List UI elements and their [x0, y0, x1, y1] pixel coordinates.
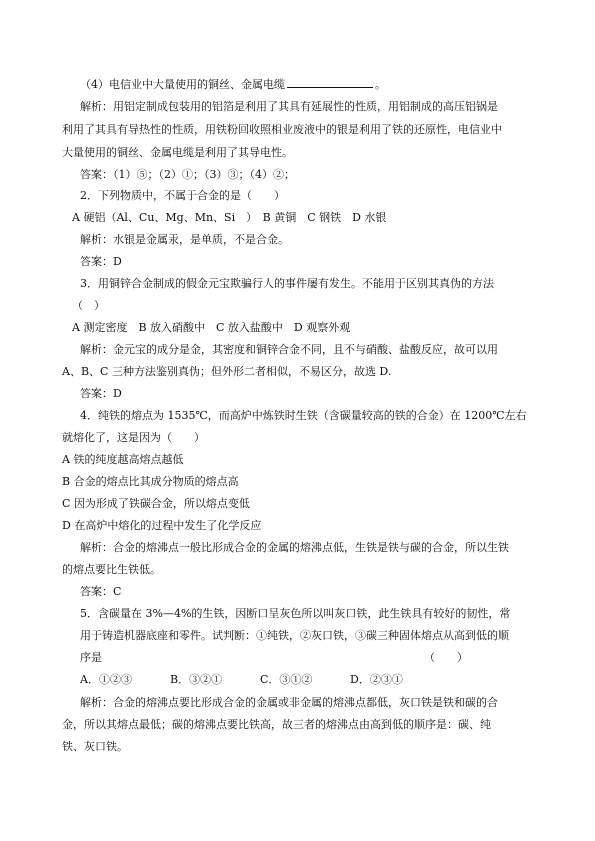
q5-question-line3: 序是 — [80, 651, 102, 664]
q4-question-line2: 就熔化了，这是因为（ ） — [62, 431, 205, 444]
q5-analysis-line2: 金，所以其熔点最低；碳的熔沸点要比铁高，故三者的熔沸点由高到低的顺序是：碳、纯 — [62, 718, 491, 731]
q3-analysis-line2: A、B、C 三种方法鉴别真伪；但外形二者相似，不易区分，故选 D. — [62, 365, 392, 378]
q1-answer: 答案：（1）⑤；（2）①；（3）③；（4）②； — [80, 168, 295, 181]
q4-option-b: B 合金的熔点比其成分物质的熔点高 — [62, 475, 239, 488]
q5-analysis-line1: 解析：合金的熔沸点要比形成合金的金属或非金属的熔沸点都低，灰口铁是铁和碳的合 — [80, 696, 498, 709]
q4-analysis-line1: 解析：合金的熔沸点一般比形成合金的金属的熔沸点低，生铁是铁与碳的合金，所以生铁 — [80, 541, 509, 554]
q4-answer: 答案：C — [80, 585, 122, 598]
q4-option-d: D 在高炉中熔化的过程中发生了化学反应 — [62, 519, 262, 532]
q1-part4 — [80, 76, 386, 92]
q1-analysis-line3: 大量使用的铜丝、金属电缆是利用了其导电性。 — [62, 146, 293, 159]
q5-question-line1: 5．含碳量在 3%—4%的生铁，因断口呈灰色所以叫灰口铁，此生铁具有较好的韧性，常 — [80, 607, 511, 620]
q3-analysis-line1: 解析：金元宝的成分是金，其密度和铜锌合金不同，且不与硝酸、盐酸反应，故可以用 — [80, 343, 498, 356]
q3-options: A 测定密度 B 放入硝酸中 C 放入盐酸中 D 观察外观 — [72, 321, 351, 334]
text: 。 — [375, 78, 386, 91]
text: （4）电信业中大量使用的铜丝、金属电缆 — [80, 78, 285, 91]
q5-analysis-line3: 铁、灰口铁。 — [62, 740, 128, 753]
q5-option-c: C．③①② — [260, 673, 313, 686]
q5-options — [80, 672, 440, 688]
q3-question: 3．用铜锌合金制成的假金元宝欺骗行人的事件屡有发生。不能用于区别其真伪的方法 — [80, 277, 494, 290]
q5-option-d: D．②③① — [350, 673, 403, 686]
q3-answer: 答案：D — [80, 387, 122, 400]
q2-analysis: 解析：水银是金属汞，是单质，不是合金。 — [80, 233, 289, 246]
q5-option-a: A．①②③ — [80, 673, 132, 686]
q5-question-bracket: （ ） — [424, 651, 468, 664]
q4-question-line1: 4．纯铁的熔点为 1535℃，而高炉中炼铁时生铁（含碳量较高的铁的合金）在 1200℃左右 — [80, 409, 527, 422]
answer-blank — [287, 76, 373, 88]
q1-analysis-line1: 解析：用铝定制成包装用的铝箔是利用了其具有延展性的性质，用铝制成的高压铝锅是 — [80, 100, 498, 113]
q3-question-bracket: （ ） — [72, 299, 105, 312]
q2-options: A 硬铝（Al、Cu、Mg、Mn、Si ） B 黄铜 C 钢铁 D 水银 — [72, 211, 387, 224]
q4-option-a: A 铁的纯度越高熔点越低 — [62, 453, 184, 466]
q1-analysis-line2: 利用了其具有导热性的性质，用铁粉回收照相业废液中的银是利用了铁的还原性，电信业中 — [62, 123, 502, 136]
q2-question: 2．下列物质中，不属于合金的是（ ） — [80, 189, 285, 202]
q2-answer: 答案：D — [80, 255, 122, 268]
q4-option-c: C 因为形成了铁碳合金，所以熔点变低 — [62, 497, 250, 510]
q5-option-b: B．③②① — [170, 673, 223, 686]
q5-question-line2: 用于铸造机器底座和零件。试判断：①纯铁，②灰口铁，③碳三种固体熔点从高到低的顺 — [80, 629, 509, 642]
q4-analysis-line2: 的熔点要比生铁低。 — [62, 563, 161, 576]
